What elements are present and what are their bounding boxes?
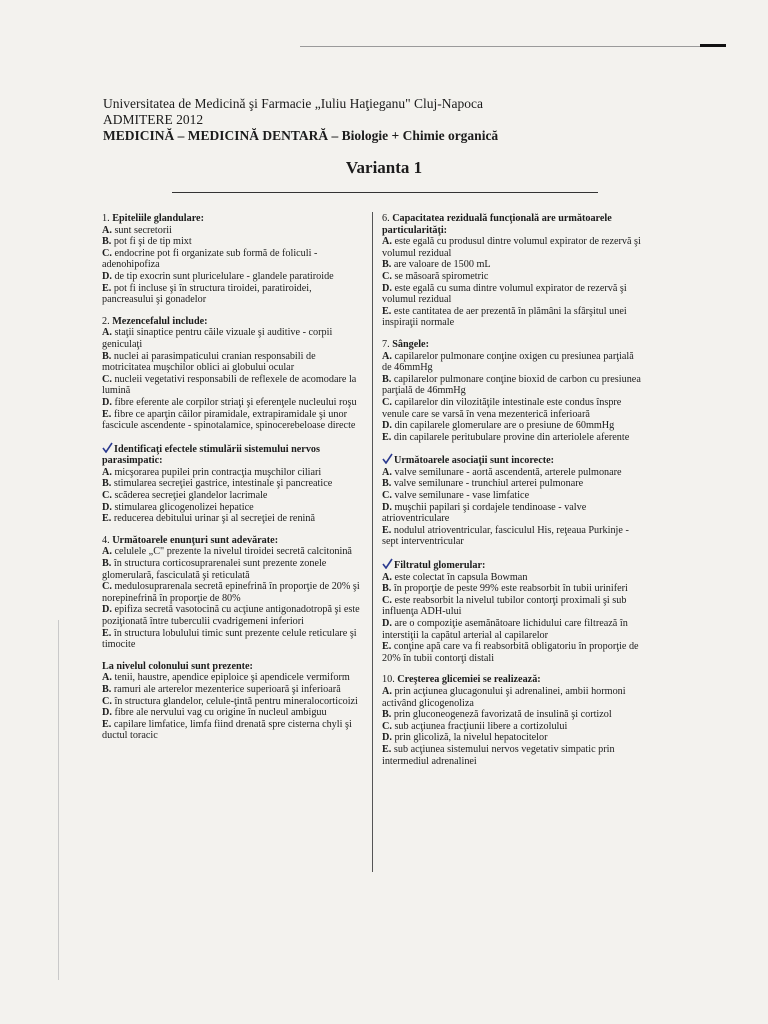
option-letter: D.: [102, 270, 112, 282]
option-letter: B.: [382, 478, 392, 490]
option-letter: A.: [102, 224, 112, 236]
question-number: 7.: [382, 338, 393, 350]
option-text: este cantitatea de aer prezentă în plămâni la sfârşitul unei inspiraţii normale: [382, 305, 627, 329]
option-text: capilarelor pulmonare conţine bioxid de carbon cu presiunea parţială de 46mmHg: [382, 373, 641, 397]
question-text: Următoarele asociaţii sunt incorecte:: [394, 455, 555, 467]
question-block: [382, 674, 644, 767]
answer-option: [382, 467, 644, 479]
option-letter: A.: [382, 685, 392, 697]
option-text: micşorarea pupilei prin contracţia muşchilor ciliari: [111, 466, 322, 478]
option-text: în structura lobulului timic sunt prezente celule reticulare şi timocite: [102, 627, 357, 651]
option-text: din capilarele glomerulare are o presiune de 60mmHg: [391, 420, 615, 432]
university-name: Universitatea de Medicină şi Farmacie „Iuliu Haţieganu" Cluj-Napoca: [103, 96, 483, 111]
answer-option: [382, 583, 644, 595]
question-block: [382, 213, 644, 329]
question-number: 1.: [102, 213, 113, 224]
option-text: fibre eferente ale corpilor striaţi şi eferenţele nucleului roşu: [111, 396, 357, 408]
option-text: sub acţiunea sistemului nervos vegetativ simpatic prin intermediul adrenalinei: [382, 743, 615, 767]
option-text: în proporţie de peste 99% este reabsorbit în tubii uriniferi: [391, 583, 628, 595]
answer-option: [382, 721, 644, 733]
option-text: fibre ale nervului vag cu origine în nucleul ambiguu: [111, 707, 327, 719]
option-text: are o compoziţie asemănătoare lichidului care filtrează în interstiţii la capătul arterial al capilarelor: [382, 618, 628, 641]
option-text: în structura corticosuprarenalei sunt prezente zonele glomerulară, fasciculată şi reticulată: [102, 558, 327, 581]
answer-option: [382, 397, 644, 420]
question-block: [102, 442, 364, 525]
answer-option: [102, 236, 364, 248]
option-text: sunt secretorii: [111, 224, 172, 236]
answer-option: [102, 397, 364, 409]
answer-option: [382, 306, 644, 329]
exam-name: ADMITERE 2012: [103, 112, 204, 127]
option-text: valve semilunare - vase limfatice: [391, 490, 530, 502]
option-text: valve semilunare - aortă ascendentă, arterele pulmonare: [391, 466, 622, 478]
answer-option: [102, 271, 364, 283]
answer-option: [382, 502, 644, 525]
exam-subject: MEDICINĂ – MEDICINĂ DENTARĂ – Biologie + Chimie organică: [103, 128, 499, 143]
answer-option: [102, 502, 364, 514]
answer-option: [382, 283, 644, 306]
option-text: pot fi şi de tip mixt: [111, 236, 192, 248]
option-text: se măsoară spirometric: [391, 270, 489, 282]
answer-option: [102, 696, 364, 708]
option-letter: B.: [382, 259, 392, 271]
question-block: [382, 453, 644, 548]
option-letter: A.: [102, 672, 112, 684]
answer-option: [102, 604, 364, 627]
option-text: pot fi incluse şi în structura tiroidei, paratiroidei, pancreasului şi gonadelor: [102, 282, 312, 306]
option-letter: C.: [102, 247, 112, 259]
option-letter: C.: [102, 373, 112, 385]
option-letter: D.: [382, 732, 392, 744]
answer-option: [382, 744, 644, 767]
answer-option: [102, 684, 364, 696]
question-title: [382, 339, 644, 351]
answer-option: [382, 259, 644, 271]
option-letter: C.: [102, 581, 112, 593]
question-block: [382, 558, 644, 664]
option-letter: E.: [382, 431, 392, 443]
option-text: capilarelor din vilozităţile intestinale este condus înspre venule care se varsă în vena mezenterică inferioară: [382, 396, 622, 420]
question-text: Următoarele enunţuri sunt adevărate:: [112, 534, 279, 546]
answer-option: [382, 732, 644, 744]
answer-option: [102, 225, 364, 237]
answer-option: [102, 490, 364, 502]
question-text: Capacitatea reziduală funcţională are următoarele particularităţi:: [382, 213, 612, 236]
answer-option: [382, 271, 644, 283]
option-letter: A.: [382, 236, 392, 248]
answer-option: [382, 432, 644, 444]
option-letter: D.: [102, 604, 112, 616]
question-title: [382, 674, 644, 686]
answer-option: [102, 327, 364, 350]
option-letter: E.: [102, 513, 112, 525]
option-text: nodulul atrioventricular, fasciculul His, reţeaua Purkinje - sept interventricular: [382, 524, 629, 548]
question-number: 4.: [102, 534, 113, 546]
question-block: [102, 213, 364, 306]
answer-option: [382, 236, 644, 259]
question-title: [102, 535, 364, 547]
answer-option: [102, 409, 364, 432]
answer-option: [382, 686, 644, 709]
scan-edge-line: [300, 46, 720, 47]
option-text: stimularea secreţiei gastrice, intestinale şi pancreatice: [111, 478, 333, 490]
option-letter: E.: [102, 627, 112, 639]
option-letter: B.: [102, 350, 112, 362]
answer-option: [102, 283, 364, 306]
answer-option: [382, 618, 644, 641]
option-text: de tip exocrin sunt pluricelulare - glandele paratiroide: [111, 270, 334, 282]
option-letter: B.: [382, 583, 392, 595]
option-text: conţine apă care va fi reabsorbită obligatoriu în proporţie de 20% în tubii contorţi distali: [382, 641, 639, 664]
option-letter: D.: [382, 420, 392, 432]
option-text: capilarelor pulmonare conţine oxigen cu presiunea parţială de 46mmHg: [382, 350, 634, 374]
answer-option: [102, 719, 364, 742]
answer-option: [102, 558, 364, 581]
option-text: staţii sinaptice pentru căile vizuale şi auditive - corpii geniculaţi: [102, 327, 333, 350]
answer-option: [382, 420, 644, 432]
answer-option: [382, 374, 644, 397]
option-letter: A.: [102, 546, 112, 558]
question-block: [382, 339, 644, 443]
answer-option: [382, 351, 644, 374]
answer-option: [382, 525, 644, 548]
column-divider: [372, 212, 373, 872]
option-letter: E.: [382, 524, 392, 536]
option-text: este egală cu suma dintre volumul expirator de rezervă şi volumul rezidual: [382, 282, 627, 306]
option-letter: D.: [102, 501, 112, 513]
document-header: [103, 96, 663, 144]
option-text: medulosuprarenala secretă epinefrină în proporţie de 20% şi norepinefrină în proporţie de 80%: [102, 581, 360, 604]
option-text: ramuri ale arterelor mezenterice superioară şi inferioară: [111, 683, 341, 695]
question-block: [102, 316, 364, 432]
option-text: celulele „C" prezente la nivelul tiroidei secretă calcitonină: [111, 546, 352, 558]
option-letter: D.: [382, 282, 392, 294]
scan-fold-line: [58, 620, 59, 980]
answer-option: [102, 546, 364, 558]
option-letter: C.: [382, 594, 392, 606]
option-letter: D.: [382, 501, 392, 513]
option-letter: E.: [382, 743, 392, 755]
answer-option: [382, 641, 644, 664]
question-number: 10.: [382, 674, 398, 686]
answer-option: [102, 478, 364, 490]
question-text: Epiteliile glandulare:: [112, 213, 204, 224]
option-text: este reabsorbit la nivelul tubilor contorţi proximali şi sub influenţa ADH-ului: [382, 594, 627, 618]
question-title: [102, 213, 364, 225]
option-text: în structura glandelor, celule-ţintă pentru mineralocorticoizi: [111, 695, 358, 707]
option-letter: E.: [382, 305, 392, 317]
option-text: epifiza secretă vasotocină cu acţiune antigonadotropă şi este poziţionată între tuberculii cvadrigemeni inferiori: [102, 604, 360, 627]
question-title: [102, 661, 364, 673]
option-letter: E.: [102, 282, 112, 294]
option-letter: B.: [102, 236, 112, 248]
option-letter: A.: [382, 571, 392, 583]
answer-option: [102, 374, 364, 397]
question-title: [102, 316, 364, 328]
option-letter: A.: [382, 350, 392, 362]
option-text: endocrine pot fi organizate sub formă de foliculi - adenohipofiza: [102, 247, 318, 271]
option-text: fibre ce aparţin căilor piramidale, extrapiramidale şi unor fascicule ascendente - spinotalamice, spinocerebeloase directe: [102, 408, 356, 432]
question-title: [382, 453, 644, 467]
option-letter: B.: [102, 683, 112, 695]
question-number: 2.: [102, 315, 113, 327]
answer-option: [102, 707, 364, 719]
answer-option: [382, 490, 644, 502]
question-text: La nivelul colonului sunt prezente:: [102, 660, 253, 672]
question-text: Sângele:: [392, 338, 429, 350]
option-text: nuclei ai parasimpaticului cranian responsabili de motricitatea muşchilor oblici ai globului ocular: [102, 350, 316, 374]
option-letter: C.: [102, 490, 112, 502]
option-text: sub acţiunea fracţiunii libere a cortizolului: [391, 720, 568, 732]
answer-option: [382, 572, 644, 584]
option-letter: D.: [102, 396, 112, 408]
option-text: prin gluconeogeneză favorizată de insulină şi cortizol: [391, 709, 612, 721]
answer-option: [382, 595, 644, 618]
answer-option: [102, 467, 364, 479]
option-text: este colectat în capsula Bowman: [391, 571, 528, 583]
option-letter: E.: [102, 408, 112, 420]
checkmark-icon: [102, 442, 113, 453]
option-text: are valoare de 1500 mL: [391, 259, 491, 271]
option-text: nucleii vegetativi responsabili de reflexele de acomodare la lumină: [102, 373, 357, 397]
answer-option: [102, 672, 364, 684]
answer-option: [102, 248, 364, 271]
option-letter: A.: [102, 327, 112, 339]
option-text: prin acţiunea glucagonului şi adrenalinei, ambii hormoni activând glicogenoliza: [382, 685, 626, 709]
answer-option: [102, 628, 364, 651]
option-text: reducerea debitului urinar şi al secreţiei de renină: [111, 513, 315, 525]
question-number: 6.: [382, 213, 393, 224]
option-letter: B.: [102, 478, 112, 490]
question-title: [382, 213, 644, 236]
answer-option: [102, 351, 364, 374]
option-text: prin glicoliză, la nivelul hepatocitelor: [391, 732, 548, 744]
question-title: [382, 558, 644, 572]
option-text: valve semilunare - trunchiul arterei pulmonare: [391, 478, 584, 490]
option-letter: D.: [382, 618, 392, 629]
option-letter: C.: [382, 270, 392, 282]
option-letter: D.: [102, 707, 112, 719]
option-letter: C.: [382, 396, 392, 408]
option-letter: A.: [102, 466, 112, 478]
option-letter: B.: [382, 373, 392, 385]
option-text: muşchii papilari şi cordajele tendinoase - valve atrioventriculare: [382, 501, 587, 525]
option-text: scăderea secreţiei glandelor lacrimale: [111, 490, 268, 502]
question-text: Identificaţi efectele stimulării sistemului nervos parasimpatic:: [102, 443, 320, 467]
option-letter: E.: [102, 718, 112, 730]
question-text: Mezencefalul include:: [112, 315, 208, 327]
option-text: din capilarele peritubulare provine din arteriolele aferente: [391, 431, 630, 443]
variant-title: Varianta 1: [345, 158, 423, 177]
checkmark-icon: [382, 558, 393, 569]
checkmark-icon: [382, 453, 393, 464]
answer-option: [102, 513, 364, 525]
option-text: tenii, haustre, apendice epiploice şi apendicele vermiform: [111, 672, 350, 684]
option-letter: A.: [382, 466, 392, 478]
question-block: [102, 535, 364, 651]
answer-option: [382, 478, 644, 490]
answer-option: [382, 709, 644, 721]
right-column: [382, 213, 644, 777]
option-text: este egală cu produsul dintre volumul expirator de rezervă şi volumul rezidual: [382, 236, 641, 259]
option-letter: E.: [382, 641, 392, 653]
question-text: Filtratul glomerular:: [394, 560, 486, 572]
answer-option: [102, 581, 364, 604]
option-letter: C.: [102, 695, 112, 707]
option-letter: B.: [382, 709, 392, 721]
question-block: [102, 661, 364, 742]
option-text: stimularea glicogenolizei hepatice: [111, 501, 254, 513]
left-column: [102, 213, 364, 752]
scan-mark: [700, 44, 726, 47]
question-text: Creşterea glicemiei se realizează:: [397, 674, 541, 686]
question-title: [102, 442, 364, 467]
option-letter: C.: [382, 490, 392, 502]
option-letter: B.: [102, 558, 112, 570]
option-text: capilare limfatice, limfa fiind drenată spre cisterna chyli şi ductul toracic: [102, 718, 352, 742]
title-rule: [172, 192, 598, 193]
option-letter: C.: [382, 720, 392, 732]
